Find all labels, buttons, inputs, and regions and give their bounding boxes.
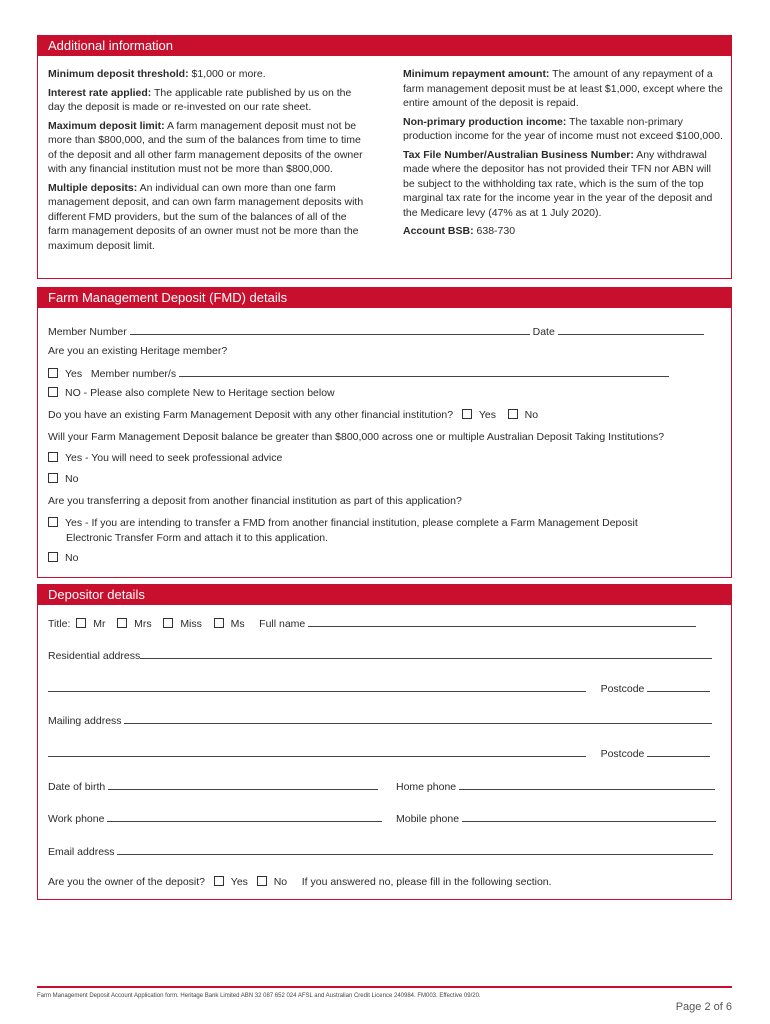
title-miss-checkbox[interactable]: [163, 618, 173, 628]
member-number-field[interactable]: [130, 323, 530, 335]
other-fmd-no-checkbox[interactable]: [508, 409, 518, 419]
work-phone-row: [48, 810, 382, 826]
max-deposit-paragraph: Maximum deposit limit: A farm management deposit must not be more than $800,000, and the sum of the balances from time to time of the deposit and all other farm management deposits of the owner with any financial institution must not be more than $800,000.: [48, 119, 363, 175]
member-numbers-label: Member number/s: [90, 368, 177, 380]
additional-left-column: [48, 67, 366, 257]
title-label: Title:: [48, 618, 71, 630]
mailing-row: [48, 712, 712, 728]
existing-yes-label: Yes: [65, 368, 83, 380]
depositor-details-panel: [37, 584, 732, 900]
transfer-yes-checkbox[interactable]: [48, 517, 58, 527]
existing-member-question: Are you an existing Heritage member?: [48, 345, 228, 357]
member-number-label: Member Number: [48, 326, 127, 338]
fmd-details-panel: [37, 287, 732, 578]
full-name-label: Full name: [259, 618, 306, 630]
transfer-yes-label: Yes - If you are intending to transfer a FMD from another financial institution, please complete a Farm Management Deposit: [65, 517, 638, 529]
mailing-line2-field[interactable]: [48, 745, 586, 757]
mobile-phone-field[interactable]: [462, 810, 716, 822]
transfer-question: Are you transferring a deposit from another financial institution as part of this application?: [48, 495, 462, 507]
date-field[interactable]: [558, 323, 704, 335]
other-fmd-yes-checkbox[interactable]: [462, 409, 472, 419]
title-ms-checkbox[interactable]: [214, 618, 224, 628]
email-row: [48, 843, 713, 859]
member-number-row: [48, 323, 704, 339]
balance-yes-row: [48, 451, 282, 465]
balance-yes-checkbox[interactable]: [48, 452, 58, 462]
owner-note: If you answered no, please fill in the following section.: [301, 876, 552, 888]
non-primary-paragraph: Non-primary production income: The taxable non-primary production income for the year of income must not exceed $100,000.: [403, 115, 723, 142]
existing-no-label: NO - Please also complete New to Heritage section below: [65, 387, 335, 399]
residential-label: Residential address: [48, 650, 141, 662]
residential-line2-field[interactable]: [48, 680, 586, 692]
other-fmd-row: [48, 408, 538, 422]
mobile-phone-label: Mobile phone: [396, 813, 460, 825]
additional-right-column: [403, 67, 723, 243]
title-mr-checkbox[interactable]: [76, 618, 86, 628]
interest-rate-paragraph: Interest rate applied: The applicable rate published by us on the day the deposit is made or re-invested on our rate sheet.: [48, 86, 352, 113]
fmd-details-header: Farm Management Deposit (FMD) details: [38, 288, 731, 308]
existing-yes-checkbox[interactable]: [48, 368, 58, 378]
owner-yes-checkbox[interactable]: [214, 876, 224, 886]
other-fmd-question: Do you have an existing Farm Management Deposit with any other financial institution?: [48, 409, 454, 421]
existing-no-checkbox[interactable]: [48, 387, 58, 397]
mailing-field[interactable]: [124, 712, 712, 724]
existing-yes-row: [48, 365, 669, 381]
mobile-phone-row: [396, 810, 716, 826]
additional-information-panel: [37, 35, 732, 279]
page-number: Page 2 of 6: [675, 1001, 732, 1013]
title-mrs-label: Mrs: [134, 618, 152, 630]
date-label: Date: [532, 326, 555, 338]
owner-row: [48, 875, 552, 889]
work-phone-field[interactable]: [107, 810, 382, 822]
residential-postcode-label: Postcode: [600, 683, 645, 695]
depositor-details-header: Depositor details: [38, 585, 731, 605]
work-phone-label: Work phone: [48, 813, 105, 825]
transfer-no-checkbox[interactable]: [48, 552, 58, 562]
other-fmd-no-label: No: [524, 409, 539, 421]
other-fmd-yes-label: Yes: [478, 409, 496, 421]
owner-yes-label: Yes: [230, 876, 248, 888]
balance-no-row: [48, 472, 78, 486]
dob-label: Date of birth: [48, 781, 106, 793]
title-mr-label: Mr: [93, 618, 106, 630]
residential-row: [48, 647, 712, 663]
mailing-line2-row: [48, 745, 710, 761]
additional-information-header: Additional information: [38, 36, 731, 56]
residential-postcode-field[interactable]: [647, 680, 710, 692]
email-label: Email address: [48, 846, 115, 858]
dob-field[interactable]: [108, 778, 378, 790]
transfer-yes-row: [48, 516, 638, 530]
footer-rule: [37, 986, 732, 988]
title-miss-label: Miss: [180, 618, 202, 630]
balance-no-label: No: [65, 473, 79, 485]
account-bsb-paragraph: Account BSB: 638-730: [403, 225, 516, 237]
owner-question: Are you the owner of the deposit?: [48, 876, 206, 888]
member-numbers-field[interactable]: [179, 365, 669, 377]
footer-legal-text: Farm Management Deposit Account Application form. Heritage Bank Limited ABN 32 087 652 024 AFSL and Australian Credit Licence 240984. FM003. Effective 09/20.: [37, 993, 481, 999]
balance-yes-label: Yes - You will need to seek professional advice: [65, 452, 283, 464]
title-ms-label: Ms: [230, 618, 245, 630]
balance-question: Will your Farm Management Deposit balance be greater than $800,000 across one or multiple Australian Deposit Taking Institutions?: [48, 431, 665, 443]
mailing-label: Mailing address: [48, 715, 122, 727]
transfer-no-label: No: [65, 552, 79, 564]
mailing-postcode-label: Postcode: [600, 748, 645, 760]
full-name-field[interactable]: [308, 615, 696, 627]
owner-no-checkbox[interactable]: [257, 876, 267, 886]
tfn-paragraph: Tax File Number/Australian Business Number: Any withdrawal made where the depositor has not provided their TFN nor ABN will be subject to the withholding tax rate, which is the sum of the top marginal tax rate for the income year in the year of the deposit and the Medicare levy (47% as at 1 July 2020).: [403, 148, 713, 219]
title-row: [48, 615, 696, 631]
home-phone-label: Home phone: [396, 781, 457, 793]
dob-row: [48, 778, 378, 794]
min-deposit-paragraph: Minimum deposit threshold: $1,000 or more.: [48, 68, 266, 80]
home-phone-row: [396, 778, 715, 794]
balance-no-checkbox[interactable]: [48, 473, 58, 483]
existing-no-row: [48, 386, 335, 400]
multiple-deposits-paragraph: Multiple deposits: An individual can own more than one farm management deposit, and can own farm management deposits with different FMD providers, but the sum of the balances of all of the farm management deposits of an owner must not be more than the maximum deposit limit.: [48, 181, 364, 252]
min-repayment-paragraph: Minimum repayment amount: The amount of any repayment of a farm management deposit must be at least $1,000, except where the entire amount of the deposit is repaid.: [403, 68, 723, 109]
residential-field[interactable]: [140, 647, 712, 659]
email-field[interactable]: [117, 843, 713, 855]
transfer-yes-label-continued: Electronic Transfer Form and attach it to this application.: [66, 532, 329, 544]
title-mrs-checkbox[interactable]: [117, 618, 127, 628]
residential-line2-row: [48, 680, 710, 696]
owner-no-label: No: [273, 876, 288, 888]
transfer-no-row: [48, 551, 78, 565]
mailing-postcode-field[interactable]: [647, 745, 710, 757]
home-phone-field[interactable]: [459, 778, 715, 790]
